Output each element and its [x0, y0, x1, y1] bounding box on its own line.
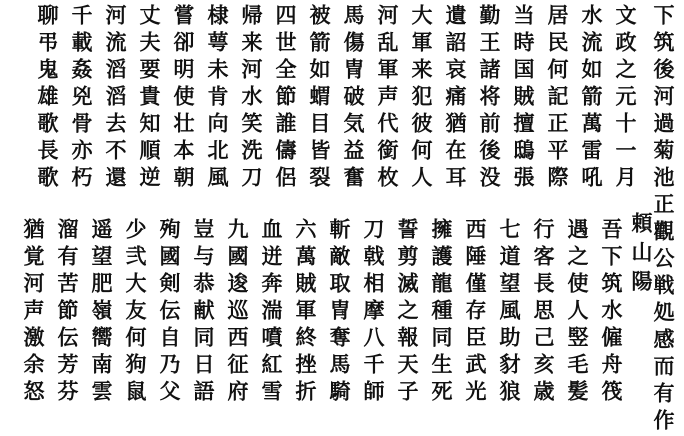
- poem-line-upper-12: 帰来河水笑洗刀: [239, 4, 264, 193]
- poem-line-upper-11: 四世全節誰儔侶: [273, 4, 298, 193]
- poem-line-lower-11: 血迸奔湍噴紅雪: [259, 218, 284, 407]
- poem-line-upper-10: 被箭如蝟目皆裂: [307, 4, 332, 193]
- poem-line-lower-2: 遇之使人竪毛髪: [565, 218, 590, 407]
- poem-line-lower-13: 豈与恭献同日語: [191, 218, 216, 407]
- poem-line-upper-16: 河流滔滔去不還: [103, 4, 128, 193]
- poem-author: 頼山陽: [629, 212, 654, 299]
- poem-line-lower-12: 九國逡巡西征府: [225, 218, 250, 407]
- poem-line-lower-16: 遥望肥嶺嚮南雲: [89, 218, 114, 407]
- poem-line-upper-5: 勤王諸将前後没: [477, 4, 502, 193]
- poem-line-upper-1: 文政之元十一月: [613, 4, 638, 193]
- poem-line-upper-6: 遺詔哀痛猶在耳: [443, 4, 468, 193]
- poem-line-lower-6: 擁護龍種同生死: [429, 218, 454, 407]
- poem-line-lower-9: 斬敵取冑奪馬騎: [327, 218, 352, 407]
- poem-line-lower-15: 少弐大友何狗鼠: [123, 218, 148, 407]
- poem-line-lower-18: 猶覚河声激余怒: [21, 218, 46, 407]
- poem-line-lower-1: 吾下筑水僱舟筏: [599, 218, 624, 407]
- poem-line-lower-3: 行客長思己亥歳: [531, 218, 556, 407]
- poem-line-lower-7: 誓剪滅之報天子: [395, 218, 420, 407]
- poem-line-upper-15: 丈夫要貴知順逆: [137, 4, 162, 193]
- poem-line-lower-8: 刀戟相摩八千師: [361, 218, 386, 407]
- poem-line-lower-10: 六萬賊軍終挫折: [293, 218, 318, 407]
- poem-line-upper-18: 聊弔鬼雄歌長歌: [35, 4, 60, 193]
- poem-line-lower-17: 溜有苦節伝芳芬: [55, 218, 80, 407]
- poem-line-upper-2: 水流如箭萬雷吼: [579, 4, 604, 193]
- poem-line-upper-8: 河乱軍声代銜枚: [375, 4, 400, 193]
- poem-title-line: 下筑後河過菊池正觀公戦処感而有作: [651, 4, 676, 436]
- poem-line-upper-9: 馬傷冑破気益奮: [341, 4, 366, 193]
- poem-line-lower-5: 西陲僅存臣武光: [463, 218, 488, 407]
- poem-line-upper-13: 棣萼未肯向北風: [205, 4, 230, 193]
- poem-line-upper-14: 嘗卻明使壮本朝: [171, 4, 196, 193]
- poem-line-lower-4: 七道望風助豺狼: [497, 218, 522, 407]
- poem-line-upper-17: 千載姦兇骨亦朽: [69, 4, 94, 193]
- poem-line-upper-3: 居民何記正平際: [545, 4, 570, 193]
- poem-line-lower-14: 殉國剣伝自乃父: [157, 218, 182, 407]
- poem-line-upper-7: 大軍来犯彼何人: [409, 4, 434, 193]
- poem-line-upper-4: 当時国賊擅鴟張: [511, 4, 536, 193]
